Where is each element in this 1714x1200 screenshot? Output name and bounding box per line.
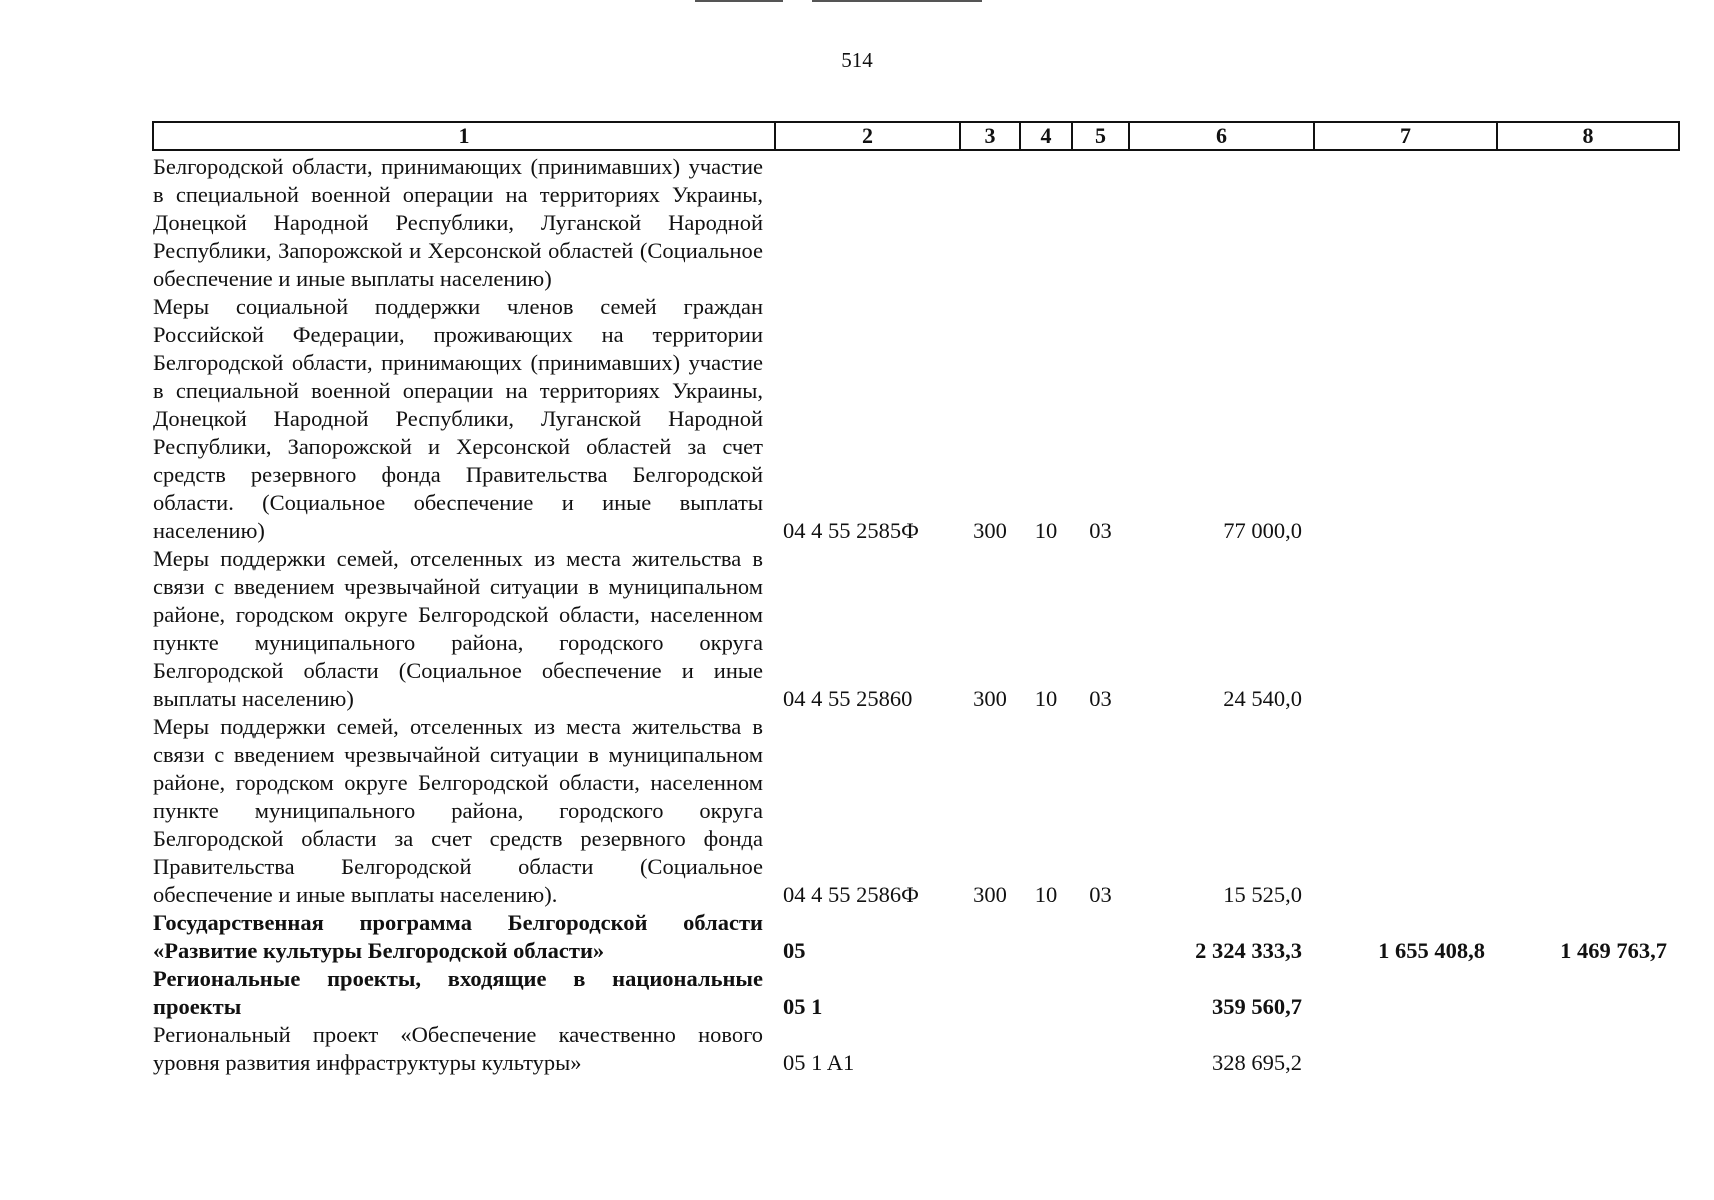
table-row <box>153 713 1679 909</box>
cell-name: Меры социальной поддержки членов семей граждан Российской Федерации, проживающих на территории Белгородской области, принимающих (принимавших) участие в специальной военной операции на территориях Украины, Донецкой Народной Республики, Луганской Народной Республики, Запорожской и Херсонской областей за счет средств резервного фонда Правительства Белгородской области. (Социальное обеспечение и иные выплаты населению) <box>153 294 763 543</box>
cell-col5 <box>1072 1021 1129 1077</box>
cell-col6: 24 540,0 <box>1223 686 1302 711</box>
cell-col7 <box>1314 293 1497 545</box>
cell-col7: 1 655 408,8 <box>1378 938 1485 963</box>
cell-col3: 300 <box>973 518 1007 543</box>
cell-col5: 03 <box>1089 686 1112 711</box>
table-body <box>153 150 1679 1077</box>
cell-name: Региональные проекты, входящие в национальные проекты <box>153 966 763 1019</box>
cell-col8 <box>1497 1021 1679 1077</box>
col-header-2: 2 <box>775 122 960 150</box>
cell-col5: 03 <box>1089 882 1112 907</box>
cell-col8 <box>1497 545 1679 713</box>
cell-col6: 77 000,0 <box>1223 518 1302 543</box>
cell-code: 04 4 55 2586Ф <box>783 882 919 907</box>
cell-col7 <box>1314 713 1497 909</box>
col-header-1: 1 <box>153 122 775 150</box>
budget-table <box>152 121 1680 1077</box>
cell-col6: 328 695,2 <box>1212 1050 1302 1075</box>
col-header-3: 3 <box>960 122 1020 150</box>
cell-col6: 2 324 333,3 <box>1195 938 1302 963</box>
cell-col8: 1 469 763,7 <box>1560 938 1667 963</box>
cell-col5 <box>1072 153 1129 293</box>
cell-name: Меры поддержки семей, отселенных из места жительства в связи с введением чрезвычайной ситуации в муниципальном районе, городском округе Белгородской области, населенном пункте муниципального района, городского округа Белгородской области за счет средств резервного фонда Правительства Белгородской области (Социальное обеспечение и иные выплаты населению). <box>153 714 763 907</box>
cell-col4: 10 <box>1034 686 1058 711</box>
budget-table-wrapper <box>152 121 1678 1077</box>
cell-col3: 300 <box>973 882 1007 907</box>
table-row <box>153 1021 1679 1077</box>
table-row <box>153 909 1679 965</box>
cell-col6 <box>1129 153 1314 293</box>
cell-col7 <box>1314 965 1497 1021</box>
cell-code: 05 1 A1 <box>783 1050 855 1075</box>
col-header-8: 8 <box>1497 122 1679 150</box>
col-header-5: 5 <box>1072 122 1129 150</box>
cell-col7 <box>1314 545 1497 713</box>
table-row <box>153 293 1679 545</box>
cell-col8 <box>1497 293 1679 545</box>
cell-col6: 359 560,7 <box>1212 994 1302 1019</box>
col-header-7: 7 <box>1314 122 1497 150</box>
cell-col3 <box>960 909 1020 965</box>
cell-col4: 10 <box>1034 518 1058 543</box>
cell-col4 <box>1020 153 1072 293</box>
cell-col3 <box>960 153 1020 293</box>
cell-code: 05 1 <box>783 994 823 1019</box>
cell-col7 <box>1314 1021 1497 1077</box>
cell-col5: 03 <box>1089 518 1112 543</box>
cell-col8 <box>1497 965 1679 1021</box>
header-row <box>153 122 1679 150</box>
cell-col3 <box>960 965 1020 1021</box>
cell-name: Региональный проект «Обеспечение качественно нового уровня развития инфраструктуры культуры» <box>153 1022 763 1075</box>
cell-col4: 10 <box>1034 882 1058 907</box>
cell-name: Белгородской области, принимающих (принимавших) участие в специальной военной операции на территориях Украины, Донецкой Народной Республики, Луганской Народной Республики, Запорожской и Херсонской областей (Социальное обеспечение и иные выплаты населению) <box>153 154 763 291</box>
cell-col4 <box>1020 1021 1072 1077</box>
cell-col8 <box>1497 713 1679 909</box>
table-row <box>153 965 1679 1021</box>
cell-col6: 15 525,0 <box>1223 882 1302 907</box>
cell-col5 <box>1072 909 1129 965</box>
col-header-4: 4 <box>1020 122 1072 150</box>
col-header-6: 6 <box>1129 122 1314 150</box>
cell-name: Государственная программа Белгородской области «Развитие культуры Белгородской области» <box>153 910 763 963</box>
scan-mark <box>812 0 982 2</box>
page-number: 514 <box>841 48 873 72</box>
cell-col5 <box>1072 965 1129 1021</box>
cell-code: 05 <box>783 938 806 963</box>
cell-col7 <box>1314 153 1497 293</box>
cell-col4 <box>1020 909 1072 965</box>
cell-code <box>775 153 960 293</box>
cell-col8 <box>1497 153 1679 293</box>
cell-col3 <box>960 1021 1020 1077</box>
cell-code: 04 4 55 25860 <box>783 686 913 711</box>
table-row <box>153 545 1679 713</box>
cell-name: Меры поддержки семей, отселенных из места жительства в связи с введением чрезвычайной ситуации в муниципальном районе, городском округе Белгородской области, населенном пункте муниципального района, городского округа Белгородской области (Социальное обеспечение и иные выплаты населению) <box>153 546 763 711</box>
scan-mark <box>695 0 783 2</box>
cell-col3: 300 <box>973 686 1007 711</box>
cell-col4 <box>1020 965 1072 1021</box>
cell-code: 04 4 55 2585Ф <box>783 518 919 543</box>
table-row <box>153 153 1679 293</box>
